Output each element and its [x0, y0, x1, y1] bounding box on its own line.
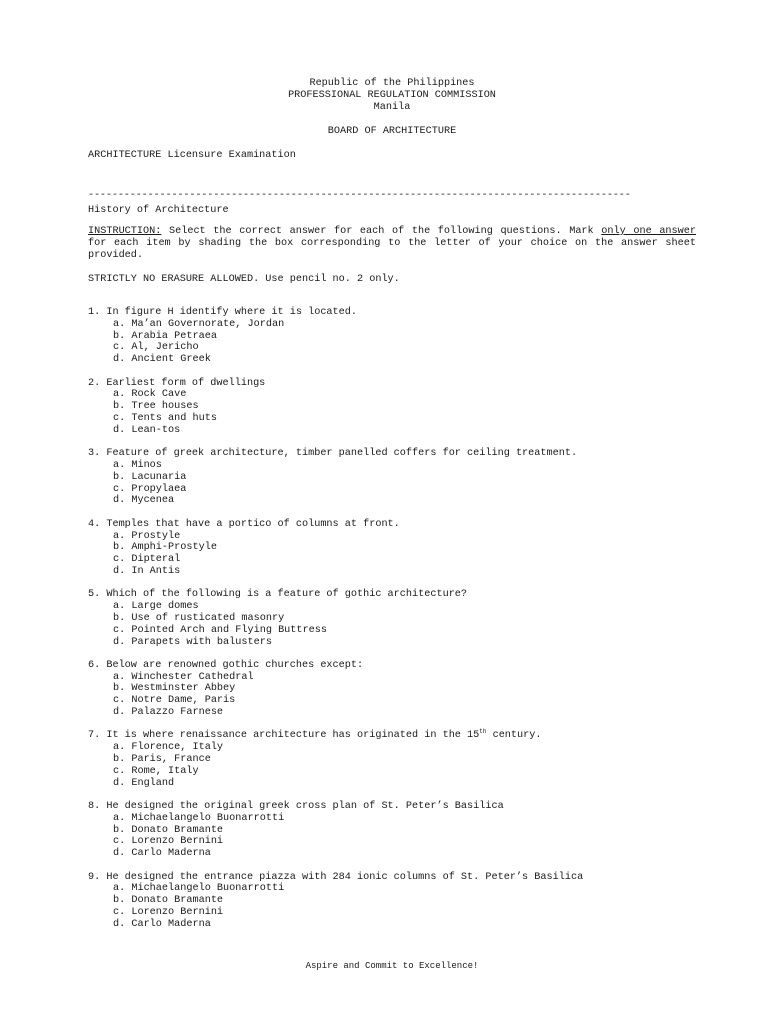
option-d: d. Carlo Maderna — [113, 918, 211, 930]
question-6 — [88, 660, 728, 719]
option-d: d. In Antis — [113, 565, 181, 577]
option-b: b. Westminster Abbey — [113, 683, 236, 695]
option-a: a. Michaelangelo Buonarrotti — [113, 883, 285, 895]
question-3 — [88, 448, 728, 507]
question-5 — [88, 589, 728, 648]
option-a: a. Rock Cave — [113, 389, 187, 401]
instruction-emphasis: only one answer — [601, 226, 696, 237]
option-c: c. Pointed Arch and Flying Buttress — [113, 624, 327, 636]
option-d: d. Mycenea — [113, 495, 175, 507]
question-stem: 4. Temples that have a portico of columns at front. — [88, 518, 400, 530]
board-title: BOARD OF ARCHITECTURE — [327, 126, 457, 137]
option-a: a. Winchester Cathedral — [113, 671, 254, 683]
option-b: b. Paris, France — [113, 754, 211, 766]
instruction-text-1: Select the correct answer for each of the following questions. Mark — [161, 226, 602, 237]
question-7 — [88, 730, 728, 789]
header-commission: PROFESSIONAL REGULATION COMMISSION — [288, 89, 496, 101]
option-b: b. Donato Bramante — [113, 824, 224, 836]
instruction-text-2: for each item by shading the box corresponding to the letter of your choice on the answer sheet provided. — [88, 237, 696, 261]
strict-notice: STRICTLY NO ERASURE ALLOWED. Use pencil no. 2 only. — [88, 274, 400, 285]
question-stem: 9. He designed the entrance piazza with 284 ionic columns of St. Peter’s Basilica — [88, 871, 584, 883]
question-stem: 6. Below are renowned gothic churches except: — [88, 659, 364, 671]
option-c: c. Propylaea — [113, 483, 187, 495]
option-d: d. Parapets with balusters — [113, 636, 272, 648]
option-d: d. Lean-tos — [113, 424, 181, 436]
option-a: a. Florence, Italy — [113, 742, 224, 754]
option-c: c. Lorenzo Bernini — [113, 836, 224, 848]
option-b: b. Use of rusticated masonry — [113, 612, 285, 624]
question-stem-pre: 7. It is where renaissance architecture has originated in the 15 — [88, 730, 480, 742]
question-stem — [88, 730, 728, 742]
option-c: c. Al, Jericho — [113, 342, 199, 354]
question-list — [88, 307, 728, 942]
option-c: c. Tents and huts — [113, 412, 217, 424]
question-9 — [88, 872, 728, 931]
header-city: Manila — [373, 101, 411, 113]
option-a: a. Prostyle — [113, 530, 181, 542]
option-d: d. Palazzo Farnese — [113, 707, 224, 719]
option-d: d. Carlo Maderna — [113, 848, 211, 860]
question-stem-superscript: th — [479, 728, 487, 736]
header-block — [0, 78, 768, 113]
question-4 — [88, 519, 728, 578]
option-c: c. Lorenzo Bernini — [113, 907, 224, 919]
question-stem: 1. In figure H identify where it is located. — [88, 307, 357, 318]
question-stem: 8. He designed the original greek cross plan of St. Peter’s Basilica — [88, 801, 504, 813]
option-a: a. Ma’an Governorate, Jordan — [113, 318, 285, 330]
question-stem-post: century. — [486, 730, 542, 742]
option-b: b. Lacunaria — [113, 471, 187, 483]
option-c: c. Rome, Italy — [113, 765, 199, 777]
dashed-divider: ------------------------------------------------------------------------------------------- — [88, 190, 631, 201]
option-b: b. Tree houses — [113, 401, 199, 413]
question-1 — [88, 307, 728, 366]
option-a: a. Minos — [113, 459, 162, 471]
option-b: b. Amphi-Prostyle — [113, 542, 217, 554]
option-b: b. Arabia Petraea — [113, 330, 217, 342]
question-2 — [88, 378, 728, 437]
exam-title: ARCHITECTURE Licensure Examination — [88, 150, 296, 161]
question-stem: 3. Feature of greek architecture, timber panelled coffers for ceiling treatment. — [88, 448, 578, 460]
question-stem: 2. Earliest form of dwellings — [88, 377, 266, 389]
option-a: a. Large domes — [113, 601, 199, 613]
option-b: b. Donato Bramante — [113, 895, 224, 907]
header-republic: Republic of the Philippines — [309, 78, 475, 89]
option-d: d. Ancient Greek — [113, 354, 211, 366]
instruction-label: INSTRUCTION: — [88, 226, 162, 237]
footer-motto: Aspire and Commit to Excellence! — [305, 961, 479, 971]
option-c: c. Notre Dame, Paris — [113, 695, 236, 707]
instruction-paragraph — [88, 226, 696, 261]
question-stem: 5. Which of the following is a feature of gothic architecture? — [88, 589, 468, 601]
option-c: c. Dipteral — [113, 554, 181, 566]
option-a: a. Michaelangelo Buonarrotti — [113, 812, 285, 824]
section-title: History of Architecture — [88, 205, 229, 216]
question-8 — [88, 801, 728, 860]
option-d: d. England — [113, 777, 175, 789]
